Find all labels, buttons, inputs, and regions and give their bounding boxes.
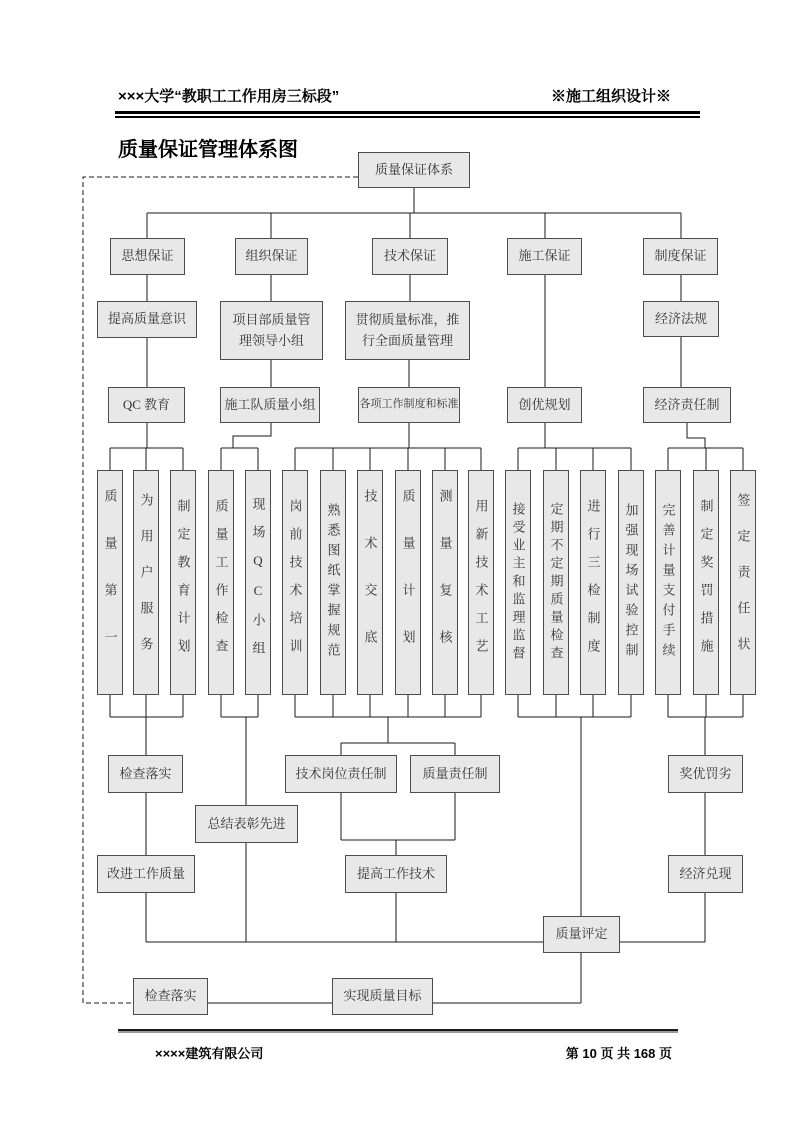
- pillar-accept-supervision: [505, 470, 531, 695]
- pillar-new-technology: [468, 470, 494, 695]
- node-excellence-plan: 创优规划: [507, 387, 582, 423]
- node-crew-quality-group: 施工队质量小组: [220, 387, 320, 423]
- pillar-label: 完善计量支付手续: [660, 502, 676, 663]
- pillar-tech-disclosure: [357, 470, 383, 695]
- pillar-serve-users: [133, 470, 159, 695]
- node-check-implement-2: 检查落实: [133, 978, 208, 1015]
- header-project-title: ×××大学“教职工工作用房三标段”: [118, 88, 340, 105]
- pillar-label: 熟悉图纸掌握规范: [325, 502, 341, 663]
- pillar-education-plan: [170, 470, 196, 695]
- pillar-label: 质量计划: [400, 488, 416, 677]
- pillar-quality-plan: [395, 470, 421, 695]
- pillar-label: 为用户服务: [138, 492, 154, 673]
- node-implement-quality-standards: 贯彻质量标准，推行全面质量管理: [345, 301, 470, 360]
- node-quality-responsibility: 质量责任制: [410, 755, 500, 793]
- pillar-survey-recheck: [432, 470, 458, 695]
- footer-page-number: 第 10 页 共 168 页: [565, 1046, 672, 1061]
- header-doc-type: ※施工组织设计※: [550, 88, 671, 105]
- node-organization-guarantee: 组织保证: [235, 238, 308, 275]
- pillar-label: 进行三检制度: [585, 498, 601, 667]
- pillar-label: 质量工作检查: [213, 498, 229, 667]
- pillar-site-test-control: [618, 470, 644, 695]
- node-improve-work-quality: 改进工作质量: [97, 855, 195, 893]
- node-ideology-guarantee: 思想保证: [110, 238, 185, 275]
- pillar-sign-responsibility: [730, 470, 756, 695]
- pillar-reward-penalty-measures: [693, 470, 719, 695]
- pillar-label: 质量第一: [102, 488, 118, 677]
- node-economic-laws: 经济法规: [643, 301, 719, 337]
- node-quality-assurance-system: 质量保证体系: [358, 152, 470, 188]
- node-achieve-quality-goal: 实现质量目标: [332, 978, 433, 1015]
- node-economic-responsibility-system: 经济责任制: [643, 387, 731, 423]
- node-project-dept-quality-group: 项目部质量管理领导小组: [220, 301, 323, 360]
- pillar-label: 测量复核: [437, 488, 453, 677]
- pillar-label: 现场QC小组: [250, 496, 266, 669]
- pillar-quality-work-check: [208, 470, 234, 695]
- pillar-onsite-qc-group: [245, 470, 271, 695]
- node-commend-advanced: 总结表彰先进: [195, 805, 298, 843]
- node-economic-cash: 经济兑现: [668, 855, 743, 893]
- footer-company: ××××建筑有限公司: [155, 1046, 264, 1061]
- pillar-label: 加强现场试验控制: [623, 502, 639, 663]
- pillar-three-check-system: [580, 470, 606, 695]
- pillar-label: 技术交底: [362, 488, 378, 677]
- pillar-label: 接受业主和监理监督: [510, 501, 526, 664]
- node-tech-post-responsibility: 技术岗位责任制: [285, 755, 397, 793]
- node-reward-punish: 奖优罚劣: [668, 755, 743, 793]
- pillar-pre-job-training: [282, 470, 308, 695]
- node-raise-quality-awareness: 提高质量意识: [97, 301, 197, 338]
- node-quality-assessment: 质量评定: [543, 916, 620, 953]
- node-construction-guarantee: 施工保证: [507, 238, 582, 275]
- page-title: 质量保证管理体系图: [118, 139, 298, 161]
- node-technology-guarantee: 技术保证: [372, 238, 448, 275]
- node-improve-work-skill: 提高工作技术: [345, 855, 447, 893]
- pillar-label: 签定责任状: [735, 492, 751, 673]
- pillar-quality-first: [97, 470, 123, 695]
- pillar-label: 定期不定期质量检查: [548, 501, 564, 664]
- node-institution-guarantee: 制度保证: [643, 238, 718, 275]
- pillar-periodic-checks: [543, 470, 569, 695]
- pillar-label: 制定奖罚措施: [698, 498, 714, 667]
- footer-rule-gray: [118, 1031, 678, 1033]
- pillar-label: 岗前技术培训: [287, 498, 303, 667]
- node-work-rules-standards: 各项工作制度和标准: [358, 387, 460, 423]
- node-qc-education: QC 教育: [108, 387, 185, 423]
- pillar-label: 用新技术工艺: [473, 498, 489, 667]
- pillar-know-drawings: [320, 470, 346, 695]
- pillar-payment-procedures: [655, 470, 681, 695]
- node-check-implement-1: 检查落实: [108, 755, 183, 793]
- pillar-label: 制定教育计划: [175, 498, 191, 667]
